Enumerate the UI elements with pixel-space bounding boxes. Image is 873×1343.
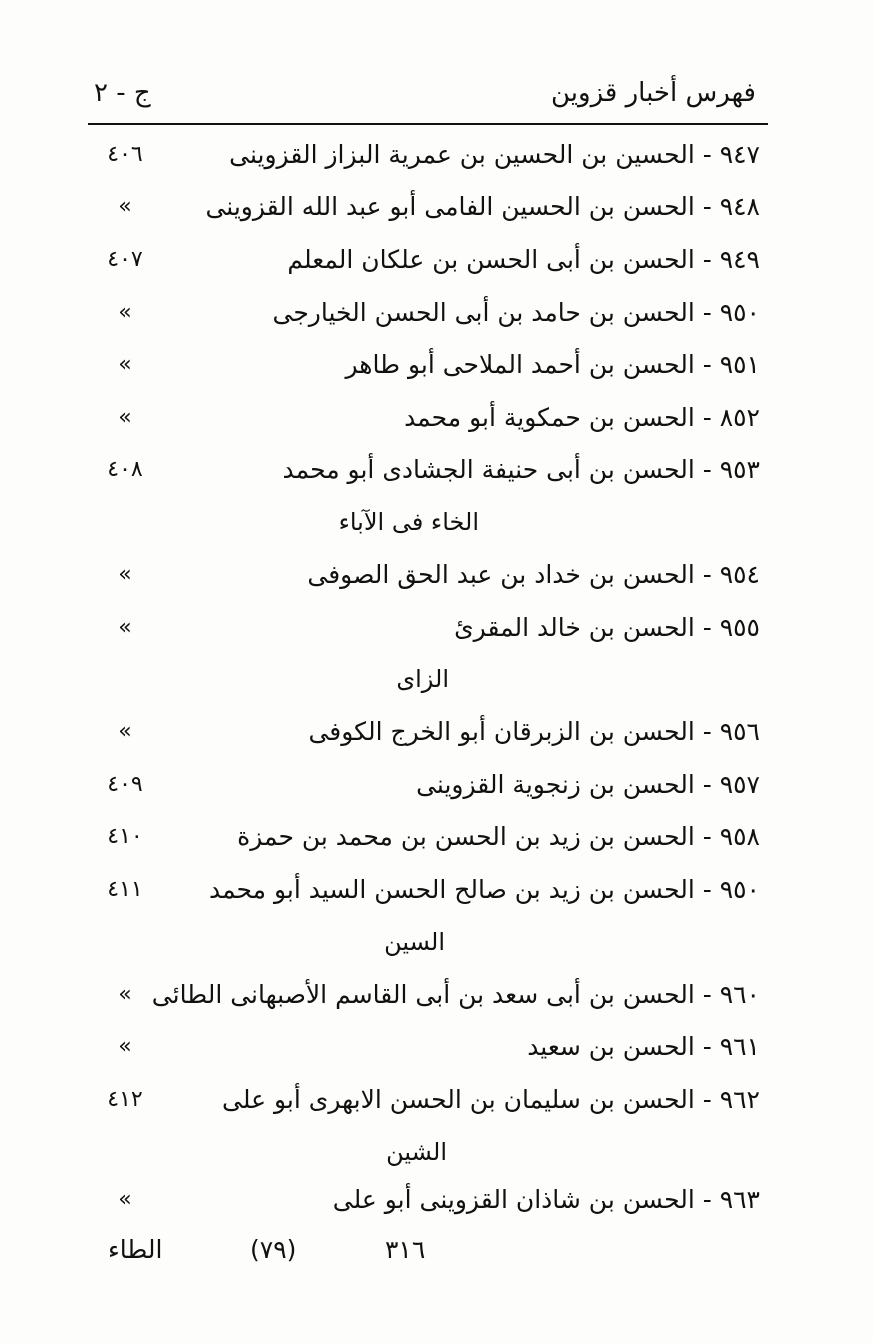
entry-page: ٤١٠: [107, 824, 143, 849]
index-entry: [80, 1185, 760, 1227]
index-entry: [80, 613, 760, 655]
entry-text: ٩٤٧ - الحسين بن الحسين بن عمرية البزاز القزوينى: [229, 140, 760, 169]
entry-page: »: [118, 352, 132, 377]
entry-text: ٩٥٠ - الحسن بن حامد بن أبى الحسن الخيارجى: [272, 298, 760, 327]
entry-text: ٨٥٢ - الحسن بن حمكوية أبو محمد: [404, 403, 760, 432]
index-entry: [80, 1085, 760, 1127]
entry-page: ٤١١: [107, 877, 143, 902]
index-entry: [80, 770, 760, 812]
entry-page: »: [118, 1187, 132, 1212]
entry-text: ٩٥٠ - الحسن بن زيد بن صالح الحسن السيد أبو محمد: [208, 875, 760, 904]
header-title: فهرس أخبار قزوين: [550, 78, 756, 108]
entry-text: ٩٤٨ - الحسن بن الحسين الفامى أبو عبد الله القزوينى: [205, 192, 760, 221]
entry-page: »: [118, 719, 132, 744]
index-entry: [80, 875, 760, 917]
volume-label: ج - ٢: [94, 78, 151, 108]
index-entry: [80, 717, 760, 759]
index-entry: [80, 403, 760, 445]
entry-text: ٩٦٣ - الحسن بن شاذان القزوينى أبو على: [332, 1185, 760, 1214]
index-entry: [80, 245, 760, 287]
entry-page: ٤٠٧: [107, 247, 143, 272]
entry-page: ٤٠٦: [107, 142, 143, 167]
section-heading: الخاء فى الآباء: [338, 508, 479, 536]
page-footer: [0, 1235, 873, 1275]
entry-page: »: [118, 982, 132, 1007]
section-heading: السين: [384, 928, 445, 956]
entry-text: ٩٦٢ - الحسن بن سليمان بن الحسن الابهرى أبو على: [222, 1085, 760, 1114]
page-number: ٣١٦: [385, 1235, 426, 1264]
entry-page: ٤٠٩: [107, 772, 143, 797]
entry-text: ٩٤٩ - الحسن بن أبى الحسن بن علكان المعلم: [287, 245, 760, 274]
index-entry: [80, 822, 760, 864]
entry-page: »: [118, 194, 132, 219]
entry-text: ٩٥٦ - الحسن بن الزبرقان أبو الخرج الكوفى: [308, 717, 760, 746]
index-entry: [80, 560, 760, 602]
entry-text: ٩٦١ - الحسن بن سعيد: [527, 1032, 760, 1061]
entry-text: ٩٥١ - الحسن بن أحمد الملاحى أبو طاهر: [345, 350, 760, 379]
entry-text: ٩٥٧ - الحسن بن زنجوية القزوينى: [416, 770, 760, 799]
index-entry: [80, 455, 760, 497]
entry-page: »: [118, 1034, 132, 1059]
entry-text: ٩٥٣ - الحسن بن أبى حنيفة الجشادى أبو محمد: [282, 455, 760, 484]
entry-page: »: [118, 562, 132, 587]
entry-page: »: [118, 300, 132, 325]
section-heading: الشين: [386, 1138, 447, 1166]
index-entry: [80, 192, 760, 234]
entry-text: ٩٥٤ - الحسن بن خداد بن عبد الحق الصوفى: [307, 560, 760, 589]
index-entry: [80, 350, 760, 392]
catchword: الطاء: [108, 1235, 163, 1264]
entry-page: »: [118, 615, 132, 640]
index-entry: [80, 980, 760, 1022]
section-heading: الزاى: [396, 665, 449, 693]
index-entry: [80, 298, 760, 340]
index-entry: [80, 140, 760, 182]
entry-page: ٤١٢: [107, 1087, 143, 1112]
entry-page: ٤٠٨: [107, 457, 143, 482]
index-entry: [80, 1032, 760, 1074]
entry-text: ٩٦٠ - الحسن بن أبى سعد بن أبى القاسم الأصبهانى الطائى: [151, 980, 760, 1009]
signature-mark: (٧٩): [250, 1235, 297, 1264]
entry-text: ٩٥٨ - الحسن بن زيد بن الحسن بن محمد بن حمزة: [237, 822, 760, 851]
entry-page: »: [118, 405, 132, 430]
entry-text: ٩٥٥ - الحسن بن خالد المقرئ: [454, 613, 760, 642]
